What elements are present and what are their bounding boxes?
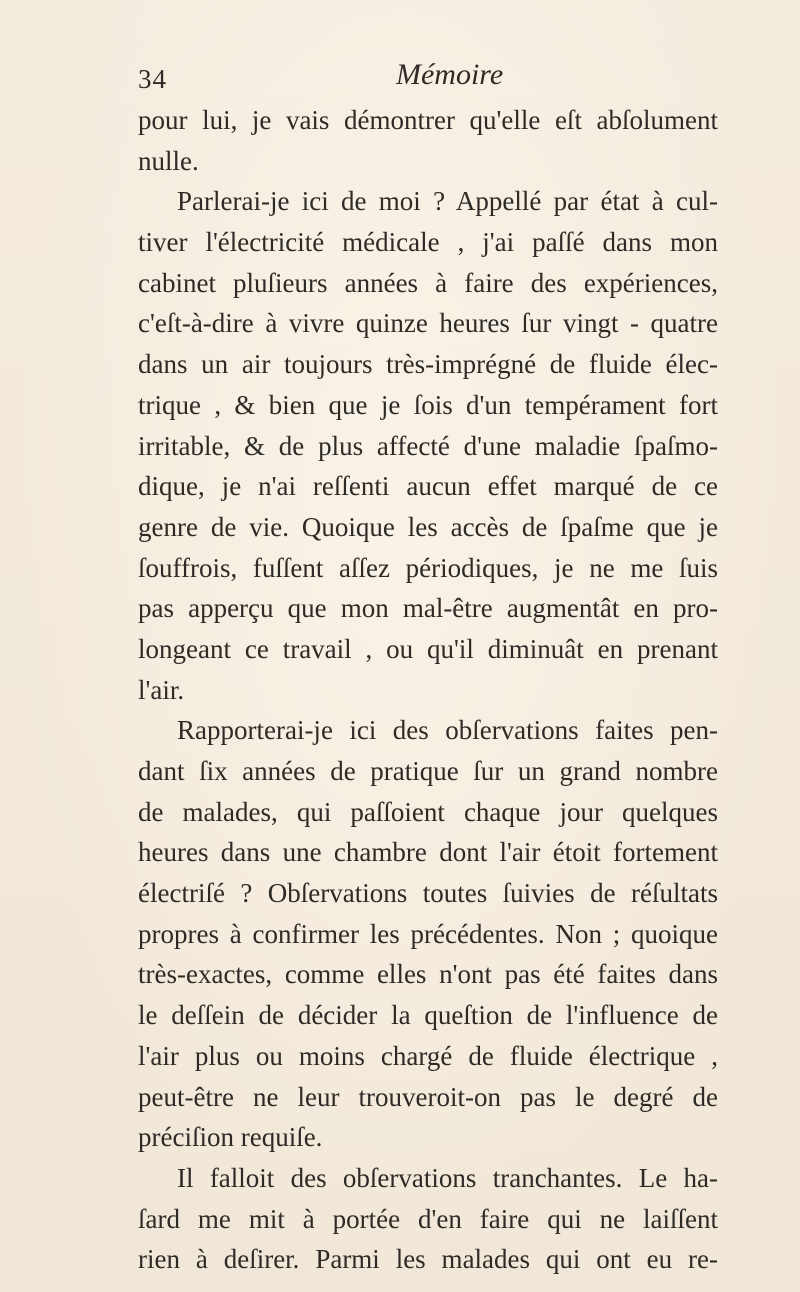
text-line: irritable, & de plus affecté d'une maladie ſpaſmo- (138, 430, 718, 461)
text-line: propres à confirmer les précédentes. Non ; quoique (138, 918, 718, 949)
running-title: Mémoire (396, 58, 504, 91)
text-line: trique , & bien que je ſois d'un tempérament fort (138, 389, 718, 420)
text-line: l'air plus ou moins chargé de fluide électrique , (138, 1040, 718, 1071)
text-line: Il falloit des obſervations tranchantes. Le ha- (177, 1162, 718, 1193)
text-line: ſard me mit à portée d'en faire qui ne laiſſent (138, 1203, 718, 1234)
text-line: dique, je n'ai reſſenti aucun effet marqué de ce (138, 471, 718, 502)
text-line: longeant ce travail , ou qu'il diminuât en prenant (138, 633, 718, 664)
page-header (138, 58, 718, 98)
text-line: très-exactes, comme elles n'ont pas été faites dans (138, 959, 718, 990)
text-line: pas apperçu que mon mal-être augmentât en pro- (138, 593, 718, 624)
text-line: cabinet pluſieurs années à faire des expériences, (138, 267, 718, 298)
text-line: dans un air toujours très-imprégné de fluide élec- (138, 349, 718, 380)
text-line: tiver l'électricité médicale , j'ai paſſé dans mon (138, 227, 718, 258)
text-line: Rapporterai-je ici des obſervations faites pen- (177, 715, 718, 746)
text-line: dant ſix années de pratique ſur un grand nombre (138, 756, 718, 786)
text-line: l'air. (138, 674, 185, 705)
text-line: c'eſt-à-dire à vivre quinze heures ſur vingt - quatre (138, 308, 718, 339)
text-line: ſouffrois, fuſſent aſſez périodiques, je ne me ſuis (138, 552, 718, 583)
text-line: de malades, qui paſſoient chaque jour quelques (138, 796, 718, 827)
page-number: 34 (138, 64, 167, 94)
text-line: nulle. (138, 145, 199, 176)
text-line: peut-être ne leur trouveroit-on pas le degré de (138, 1081, 718, 1112)
text-line: le deſſein de décider la queſtion de l'influence de (138, 1000, 718, 1031)
text-line: rien à deſirer. Parmi les malades qui ont eu re- (138, 1244, 718, 1275)
text-line: Parlerai-je ici de moi ? Appellé par état à cul- (177, 186, 718, 217)
text-line: préciſion requiſe. (138, 1122, 323, 1153)
text-line: genre de vie. Quoique les accès de ſpaſme que je (138, 511, 718, 542)
text-line: électriſé ? Obſervations toutes ſuivies de réſultats (138, 878, 718, 909)
text-line: heures dans une chambre dont l'air étoit fortement (138, 837, 718, 868)
body-text (138, 100, 718, 1280)
text-line: pour lui, je vais démontrer qu'elle eſt abſolument (138, 105, 718, 135)
